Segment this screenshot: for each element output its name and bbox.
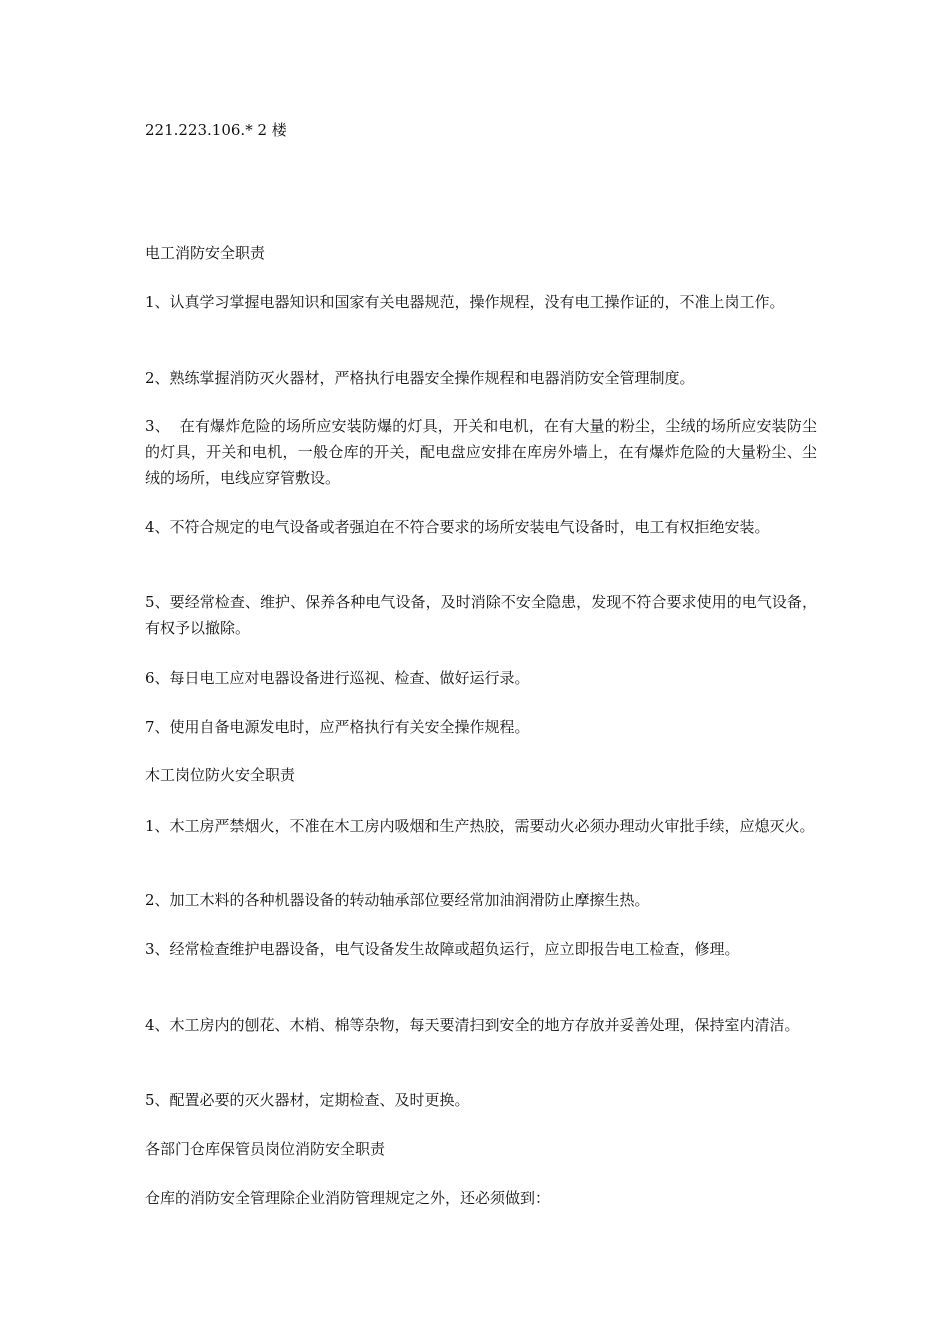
section-heading-carpenter: 木工岗位防火安全职责 <box>145 766 296 784</box>
paragraph-electrician-2: 2、熟练掌握消防灭火器材，严格执行电器安全操作规程和电器消防安全管理制度。 <box>145 369 695 387</box>
section-heading-electrician: 电工消防安全职责 <box>145 244 266 262</box>
paragraph-electrician-3: 3、 在有爆炸危险的场所应安装防爆的灯具，开关和电机，在有大量的粉尘，尘绒的场所应安装防尘的灯具，开关和电机，一般仓库的开关，配电盘应安排在库房外墙上，在有爆炸危险的大量粉尘、尘绒的场所，电线应穿管敷设。 <box>145 417 817 487</box>
section-heading-warehouse: 各部门仓库保管员岗位消防安全职责 <box>145 1140 386 1158</box>
header-line: 221.223.106.* 2 楼 <box>145 121 287 139</box>
paragraph-carpenter-1: 1、木工房严禁烟火，不准在木工房内吸烟和生产热胶，需要动火必须办理动火审批手续，应熄灭火。 <box>145 817 815 835</box>
paragraph-carpenter-4: 4、木工房内的刨花、木梢、棉等杂物，每天要清扫到安全的地方存放并妥善处理，保持室内清洁。 <box>145 1016 800 1034</box>
paragraph-electrician-1: 1、认真学习掌握电器知识和国家有关电器规范，操作规程，没有电工操作证的，不准上岗工作。 <box>145 293 785 311</box>
paragraph-carpenter-3: 3、经常检查维护电器设备，电气设备发生故障或超负运行，应立即报告电工检查，修理。 <box>145 940 740 958</box>
paragraph-electrician-4: 4、不符合规定的电气设备或者强迫在不符合要求的场所安装电气设备时，电工有权拒绝安装。 <box>145 518 770 536</box>
paragraph-warehouse-intro: 仓库的消防安全管理除企业消防管理规定之外，还必须做到： <box>145 1189 551 1207</box>
paragraph-carpenter-2: 2、加工木料的各种机器设备的转动轴承部位要经常加油润滑防止摩擦生热。 <box>145 891 650 909</box>
paragraph-carpenter-5: 5、配置必要的灭火器材，定期检查、及时更换。 <box>145 1091 470 1109</box>
paragraph-electrician-5: 5、要经常检查、维护、保养各种电气设备，及时消除不安全隐患，发现不符合要求使用的电气设备，有权予以撤除。 <box>145 593 817 637</box>
paragraph-electrician-7: 7、使用自备电源发电时，应严格执行有关安全操作规程。 <box>145 718 530 736</box>
paragraph-electrician-6: 6、每日电工应对电器设备进行巡视、检查、做好运行录。 <box>145 669 530 687</box>
